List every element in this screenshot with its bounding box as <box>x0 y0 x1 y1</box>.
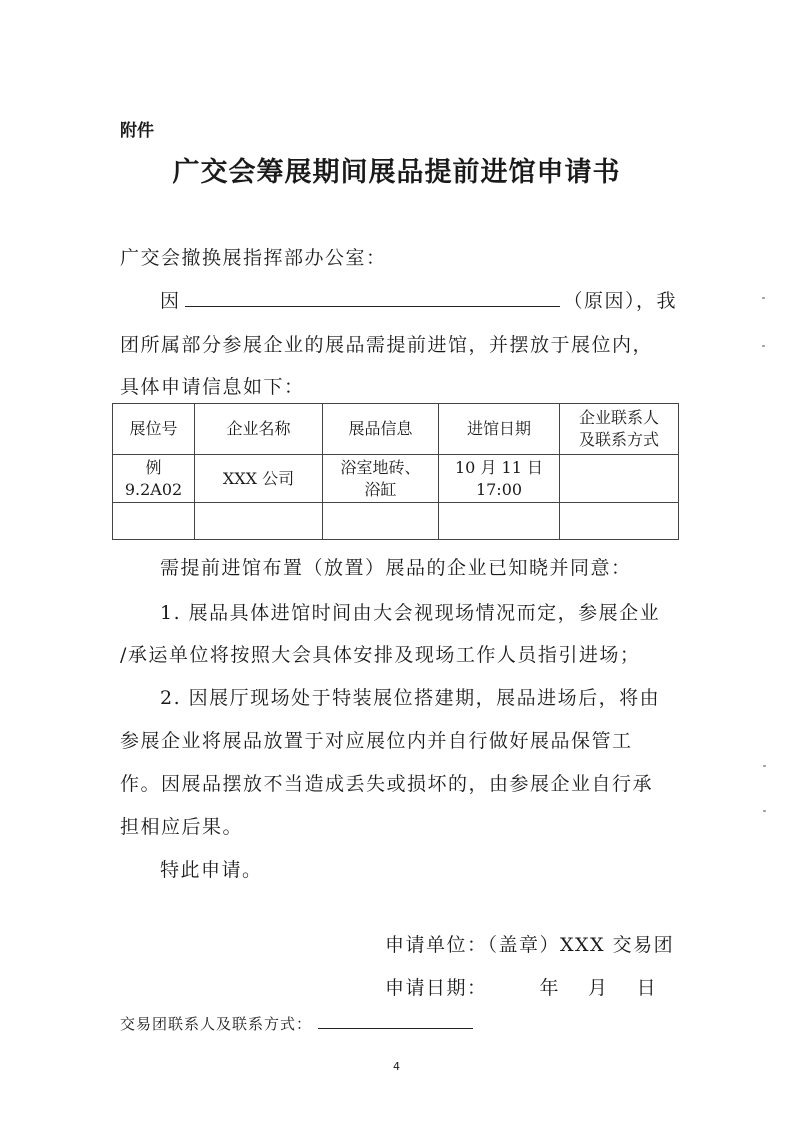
scan-speck <box>763 810 766 812</box>
table-row <box>113 503 679 540</box>
table-cell <box>323 503 439 540</box>
table-row <box>113 455 679 503</box>
item-2-line: 2. 因展厅现场处于特装展位搭建期，展品进场后，将由 <box>160 687 661 709</box>
header-cell-contact: 企业联系人 及联系方式 <box>560 404 679 455</box>
item-2-line: 参展企业将展品放置于对应展位内并自行做好展品保管工 <box>120 730 633 752</box>
header-cell-booth: 展位号 <box>113 404 195 455</box>
attachment-label: 附件 <box>120 121 154 141</box>
contact-line <box>120 1013 473 1034</box>
header-cell-date: 进馆日期 <box>439 404 560 455</box>
scan-speck <box>762 345 765 347</box>
application-date: 申请日期： 年 月 日 <box>385 977 658 999</box>
body-line: 具体申请信息如下： <box>120 376 305 398</box>
document-title: 广交会筹展期间展品提前进馆申请书 <box>172 157 621 188</box>
item-2-line: 作。因展品摆放不当造成丢失或损坏的，由参展企业自行承 <box>120 773 654 795</box>
reason-hint: （原因），我 <box>563 290 678 312</box>
reason-prefix: 因 <box>160 290 181 312</box>
table-header-row <box>113 404 679 455</box>
table-cell: 例 9.2A02 <box>113 455 195 503</box>
header-cell-company: 企业名称 <box>195 404 323 455</box>
scan-speck <box>762 297 765 299</box>
table-cell <box>195 503 323 540</box>
salutation: 广交会撤换展指挥部办公室： <box>120 247 387 269</box>
table-cell <box>560 455 679 503</box>
table-cell <box>113 503 195 540</box>
table-cell <box>439 503 560 540</box>
table-cell <box>560 503 679 540</box>
page-number: 4 <box>393 1060 400 1073</box>
applicant-unit: 申请单位：（盖章）XXX 交易团 <box>385 934 675 956</box>
reason-blank <box>185 288 560 307</box>
consent-statement: 需提前进馆布置（放置）展品的企业已知晓并同意： <box>160 557 632 579</box>
contact-label: 交易团联系人及联系方式： <box>120 1015 313 1033</box>
item-1-line: /承运单位将按照大会具体安排及现场工作人员指引进场； <box>120 644 641 666</box>
closing-statement: 特此申请。 <box>160 859 263 881</box>
reason-line <box>160 286 677 313</box>
item-2-line: 担相应后果。 <box>120 816 244 838</box>
table-cell: XXX 公司 <box>195 455 323 503</box>
contact-blank <box>318 1014 473 1029</box>
application-info-table <box>112 403 679 540</box>
table-cell: 10 月 11 日 17:00 <box>439 455 560 503</box>
header-cell-exhibit: 展品信息 <box>323 404 439 455</box>
body-line: 团所属部分参展企业的展品需提前进馆，并摆放于展位内， <box>120 334 654 356</box>
scan-speck <box>763 765 766 767</box>
table-cell: 浴室地砖、 浴缸 <box>323 455 439 503</box>
item-1-line: 1. 展品具体进馆时间由大会视现场情况而定，参展企业 <box>160 602 661 624</box>
